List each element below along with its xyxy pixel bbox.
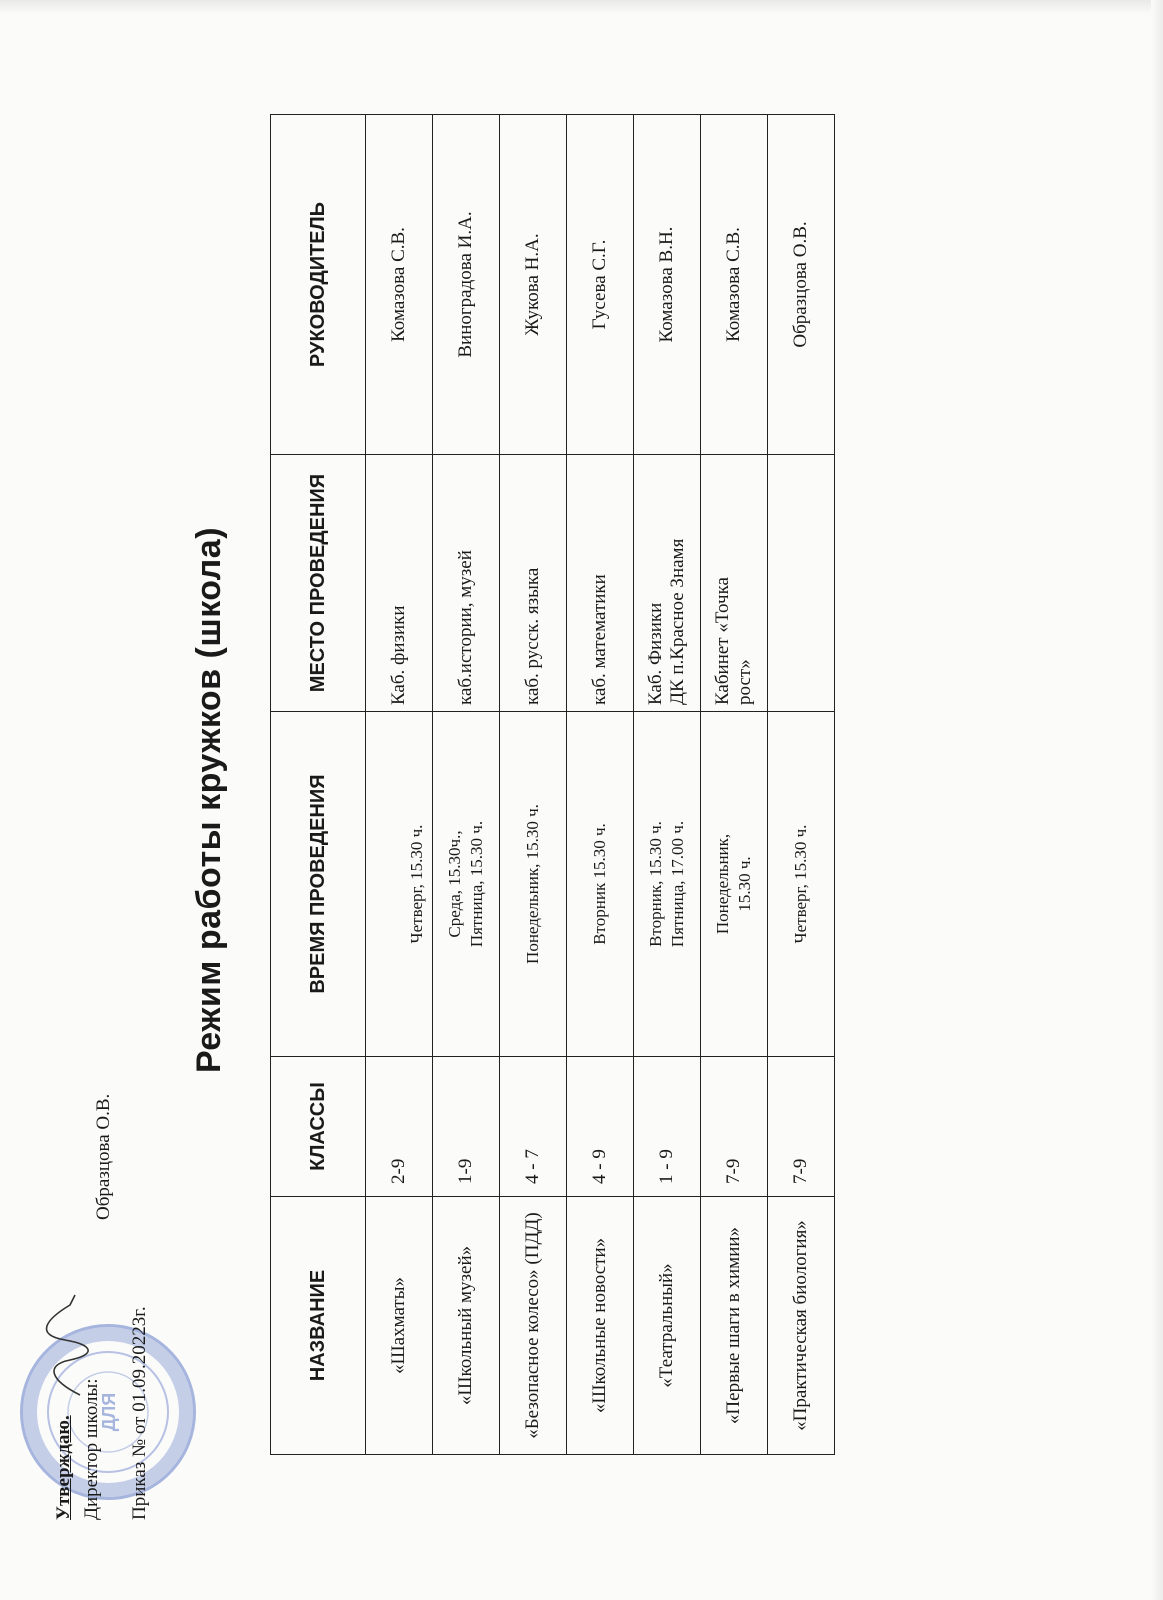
cell-leader: Виноградова И.А. bbox=[433, 115, 500, 455]
cell-leader: Гусева С.Г. bbox=[567, 115, 634, 455]
header-classes: КЛАССЫ bbox=[271, 1057, 366, 1197]
cell-place bbox=[701, 455, 768, 712]
cell-name: «Театральный» bbox=[634, 1197, 701, 1455]
cell-name: «Безопасное колесо» (ПДД) bbox=[500, 1197, 567, 1455]
cell-time-line: Четверг, 15.30 ч. bbox=[407, 824, 426, 944]
cell-place-line: ДК п.Красное Знамя bbox=[667, 538, 688, 705]
cell-place-line: каб. математики bbox=[589, 574, 610, 705]
director-signature bbox=[40, 1290, 100, 1400]
table-row bbox=[768, 115, 835, 1455]
header-place: МЕСТО ПРОВЕДЕНИЯ bbox=[271, 455, 366, 712]
table-row bbox=[500, 115, 567, 1455]
cell-time bbox=[701, 712, 768, 1057]
table-row bbox=[433, 115, 500, 1455]
header-name: НАЗВАНИЕ bbox=[271, 1197, 366, 1455]
cell-leader: Комазова С.В. bbox=[701, 115, 768, 455]
cell-place bbox=[567, 455, 634, 712]
cell-classes: 1 - 9 bbox=[634, 1057, 701, 1197]
cell-time-line: Вторник, 15.30 ч. bbox=[646, 821, 665, 947]
cell-name: «Практическая биология» bbox=[768, 1197, 835, 1455]
cell-classes: 4 - 7 bbox=[500, 1057, 567, 1197]
cell-place-line: Кабинет «Точка bbox=[712, 577, 733, 705]
cell-leader: Комазова С.В. bbox=[366, 115, 433, 455]
cell-time-line: Пятница, 15.30 ч. bbox=[467, 820, 486, 948]
clubs-schedule-table bbox=[270, 114, 835, 1455]
cell-time bbox=[366, 712, 433, 1057]
cell-time-line: Понедельник, 15.30 ч. bbox=[523, 804, 542, 964]
cell-place bbox=[433, 455, 500, 712]
header-leader: РУКОВОДИТЕЛЬ bbox=[271, 115, 366, 455]
cell-place bbox=[768, 455, 835, 712]
cell-place bbox=[366, 455, 433, 712]
cell-time-line: Понедельник, bbox=[713, 833, 732, 935]
table-row bbox=[567, 115, 634, 1455]
cell-place bbox=[634, 455, 701, 712]
order-text: Приказ № от 01.09.20223г. bbox=[129, 1306, 150, 1520]
cell-name: «Школьные новости» bbox=[567, 1197, 634, 1455]
cell-leader: Образцова О.В. bbox=[768, 115, 835, 455]
cell-place-line: рост» bbox=[734, 659, 755, 705]
cell-leader: Комазова В.Н. bbox=[634, 115, 701, 455]
cell-name: «Первые шаги в химии» bbox=[701, 1197, 768, 1455]
table-row bbox=[701, 115, 768, 1455]
cell-place-line: каб. русск. языка bbox=[522, 567, 543, 705]
cell-leader: Жукова Н.А. bbox=[500, 115, 567, 455]
svg-text:ДЛЯ: ДЛЯ bbox=[99, 1392, 119, 1432]
header-time: ВРЕМЯ ПРОВЕДЕНИЯ bbox=[271, 712, 366, 1057]
table-header-row bbox=[271, 115, 366, 1455]
cell-time-line: 15.30 ч. bbox=[735, 856, 754, 912]
table-row bbox=[366, 115, 433, 1455]
cell-time-line: Пятница, 17.00 ч. bbox=[668, 820, 687, 948]
cell-classes: 7-9 bbox=[701, 1057, 768, 1197]
cell-time bbox=[500, 712, 567, 1057]
cell-time-line: Среда, 15.30ч., bbox=[445, 830, 464, 938]
cell-place-line: Каб. физики bbox=[388, 605, 409, 705]
cell-classes: 2-9 bbox=[366, 1057, 433, 1197]
table-row bbox=[634, 115, 701, 1455]
cell-time-line: Четверг, 15.30 ч. bbox=[791, 824, 810, 944]
cell-place-line: Каб. Физики bbox=[645, 602, 666, 705]
cell-name: «Школьный музей» bbox=[433, 1197, 500, 1455]
director-label: Директор школы: bbox=[81, 1378, 102, 1520]
cell-name: «Шахматы» bbox=[366, 1197, 433, 1455]
cell-time bbox=[567, 712, 634, 1057]
page-title: Режим работы кружков (школа) bbox=[190, 526, 228, 1074]
cell-time-line: Вторник 15.30 ч. bbox=[590, 823, 609, 945]
approve-label: Утверждаю. bbox=[53, 1415, 74, 1520]
cell-time bbox=[433, 712, 500, 1057]
cell-classes: 4 - 9 bbox=[567, 1057, 634, 1197]
director-name: Образцова О.В. bbox=[93, 1093, 114, 1220]
cell-classes: 7-9 bbox=[768, 1057, 835, 1197]
cell-place-line: каб.истории, музей bbox=[455, 550, 476, 705]
cell-time bbox=[634, 712, 701, 1057]
cell-place bbox=[500, 455, 567, 712]
cell-time bbox=[768, 712, 835, 1057]
cell-classes: 1-9 bbox=[433, 1057, 500, 1197]
